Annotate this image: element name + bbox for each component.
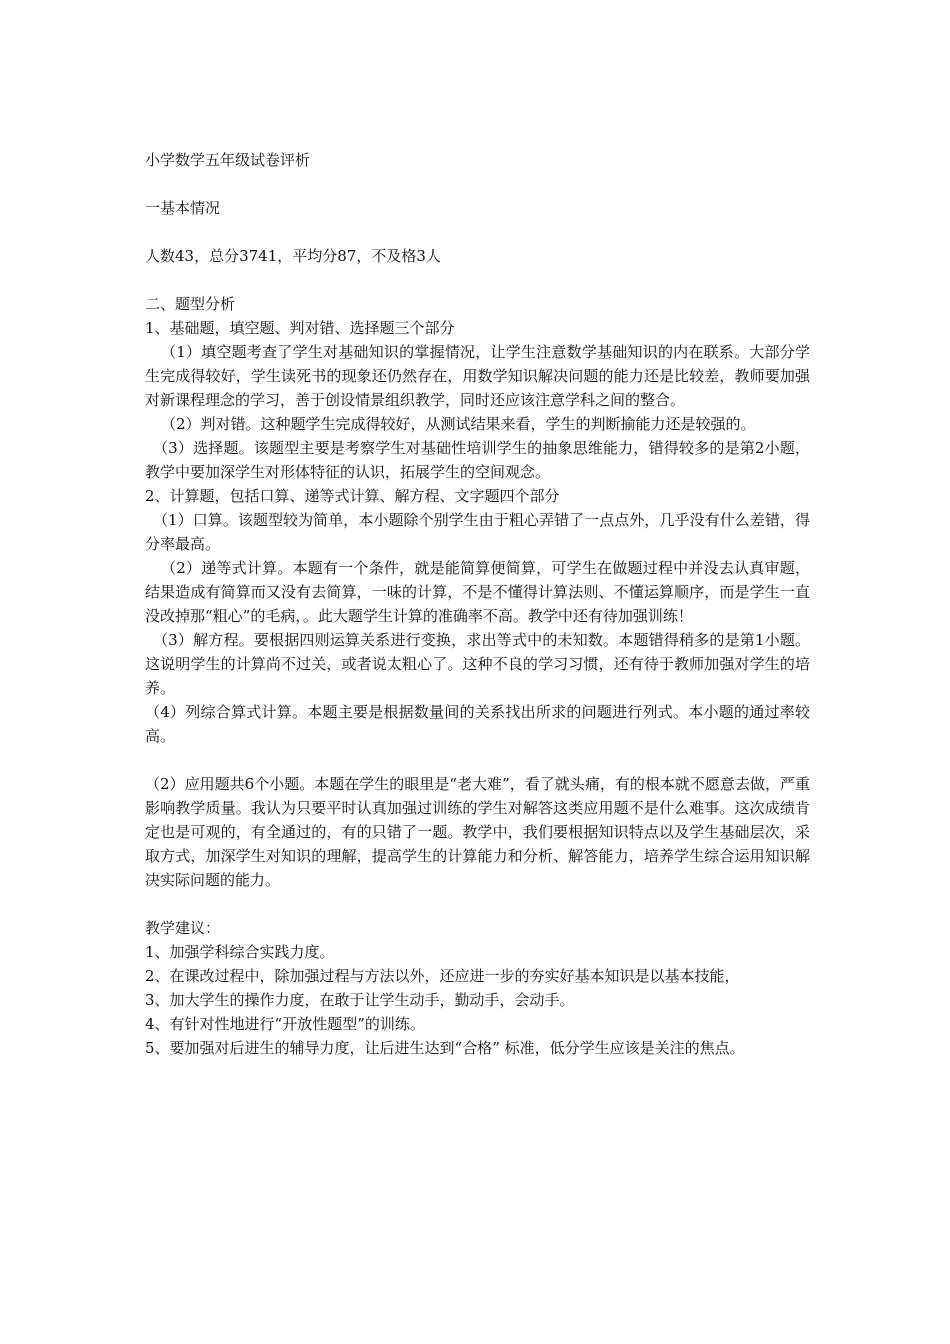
document-body (145, 148, 810, 1060)
part1-item2-paragraph: （2）判对错。这种题学生完成得较好，从测试结果来看，学生的判断揄能力还是较强的。 (161, 415, 756, 433)
part1-heading: 1、基础题，填空题、判对错、选择题三个部分 (145, 319, 455, 337)
suggestion-item: 1、加强学科综合实践力度。 (145, 943, 335, 961)
part3-paragraph: （2）应用题共6个小题。本题在学生的眼里是“老大难”，看了就头痛，有的根本就不愿意去做，严重影响教学质量。我认为只要平时认真加强过训练的学生对解答这类应用题不是什么难事。这次成绩肯定也是可观的，有全通过的，有的只错了一题。教学中，我们要根据知识特点以及学生基础层次，采取方式，加深学生对知识的理解，提高学生的计算能力和分析、解答能力，培养学生综合运用知识解决实际问题的能力。 (145, 775, 810, 889)
section-basic-heading: 一基本情况 (145, 199, 221, 217)
part2-item2-paragraph: （2）递等式计算。本题有一个条件，就是能简算便简算，可学生在做题过程中并没去认真审题，结果造成有简算而又没有去简算，一味的计算，不是不懂得计算法则、不懂运算顺序，而是学生一直没改掉那“粗心”的毛病，。此大题学生计算的准确率不高。教学中还有待加强训练！ (145, 559, 810, 625)
suggestion-item: 2、在课改过程中，除加强过程与方法以外，还应进一步的夯实好基本知识是以基本技能， (145, 967, 740, 985)
part2-item4-paragraph: （4）列综合算式计算。本题主要是根据数量间的关系找出所求的问题进行列式。本小题的通过率较高。 (145, 703, 810, 745)
section-suggestions-heading: 教学建议： (145, 919, 221, 937)
document-title: 小学数学五年级试卷评析 (145, 151, 311, 169)
section-basic-stats: 人数43，总分3741，平均分87，不及格3人 (145, 247, 441, 265)
section-analysis-heading: 二、题型分析 (145, 295, 236, 313)
part2-heading: 2、计算题，包括口算、递等式计算、解方程、文字题四个部分 (145, 487, 560, 505)
part1-item3-paragraph: （3）选择题。该题型主要是考察学生对基础性培训学生的抽象思维能力，错得较多的是第2小题，教学中要加深学生对形体特征的认识，拓展学生的空间观念。 (145, 439, 810, 481)
suggestion-item: 4、有针对性地进行“开放性题型”的训练。 (145, 1015, 425, 1033)
part2-item1-paragraph: （1）口算。该题型较为简单，本小题除个别学生由于粗心弄错了一点点外，几乎没有什么差错，得分率最高。 (145, 511, 810, 553)
suggestion-item: 3、加大学生的操作力度，在敢于让学生动手，勤动手，会动手。 (145, 991, 575, 1009)
part2-item3-paragraph: （3）解方程。要根据四则运算关系进行变换，求出等式中的未知数。本题错得稍多的是第1小题。这说明学生的计算尚不过关，或者说太粗心了。这种不良的学习习惯，还有待于教师加强对学生的培养。 (145, 631, 810, 697)
part1-item1-paragraph: （1）填空题考查了学生对基础知识的掌握情况，让学生注意数学基础知识的内在联系。大部分学生完成得较好，学生读死书的现象还仍然存在，用数学知识解决问题的能力还是比较差，教师要加强对新课程理念的学习，善于创设情景组织教学，同时还应该注意学科之间的整合。 (145, 343, 810, 409)
suggestion-item: 5、要加强对后进生的辅导力度，让后进生达到“合格” 标准，低分学生应该是关注的焦点。 (145, 1039, 745, 1057)
